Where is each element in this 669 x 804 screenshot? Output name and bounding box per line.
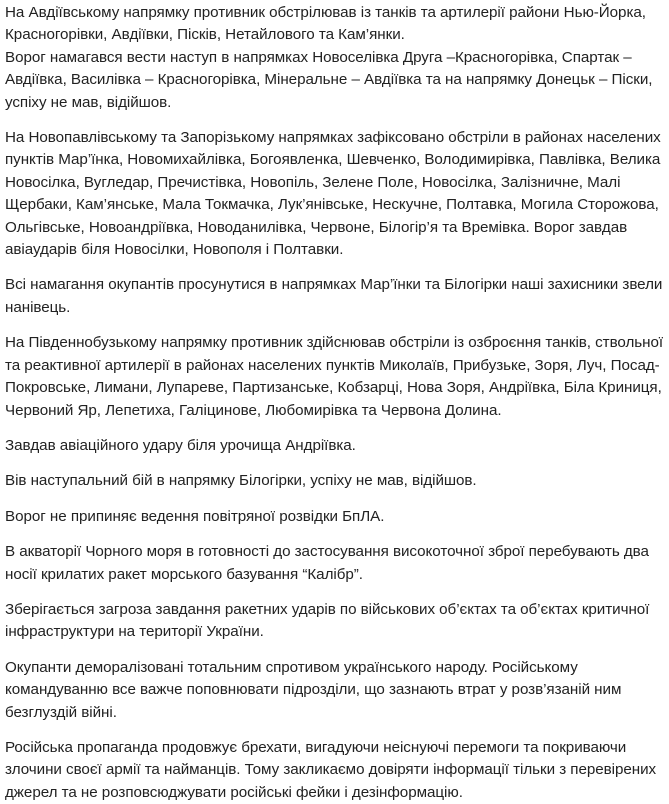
paragraph-occupiers-demoralized: Окупанти деморалізовані тотальним спротивом українського народу. Російському командуванню все важче поповнювати підрозділи, що зазнають втрат у розв’язаній ним безглуздій війні.: [5, 658, 626, 721]
paragraph-marinka-bilohirka-repelled: Всі намагання окупантів просунутися в напрямках Мар’їнки та Білогірки наші захисники звели нанівець.: [5, 276, 667, 316]
paragraph-black-sea-kalibr-carriers: В акваторії Чорного моря в готовності до застосування високоточної зброї перебувають два носії крилатих ракет морського базування “Калібр”.: [5, 543, 654, 583]
paragraph-avdiivka-direction: На Авдіївському напрямку противник обстрілював із танків та артилерії райони Нью-Йорка, Красногорівки, Авдіївки, Пісків, Нетайлового та Кам’янки.: [5, 4, 651, 44]
paragraph-enemy-offensive-attempts: Ворог намагався вести наступ в напрямках Новоселівка Друга –Красногорівка, Спартак – Авдіївка, Василівка – Красногорівка, Мінеральне – Авдіївка та на напрямку Донецьк – Піски, успіху не мав, відійшов.: [5, 48, 657, 111]
paragraph-airstrike-andriivka: Завдав авіаційного удару біля урочища Андріївка.: [5, 436, 356, 454]
paragraph-bilohirka-offensive-battle: Вів наступальний бій в напрямку Білогірки, успіху не мав, відійшов.: [5, 472, 477, 490]
paragraph-novopavlivka-zaporizhzhia-directions: На Новопавлівському та Запорізькому напрямках зафіксовано обстріли в районах населених пунктів Мар’їнка, Новомихайлівка, Богоявленка, Шевченко, Володимирівка, Павлівка, Велика Новосілка, Вугледар, Пречистівка, Новопіль, Зелене Поле, Новосілка, Залізничне, Малі Щербаки, Кам’янське, Мала Токмачка, Лук’янівське, Нескучне, Полтавка, Могила Сторожова, Ольгівське, Новоандріївка, Новоданилівка, Червоне, Білогір’я та Времівка. Ворог завдав авіаударів біля Новосілки, Новополя і Полтавки.: [5, 129, 665, 259]
paragraph-uav-reconnaissance: Ворог не припиняє ведення повітряної розвідки БпЛА.: [5, 507, 385, 525]
paragraph-missile-strike-threat: Зберігається загроза завдання ракетних ударів по військових об’єктах та об’єктах критичної інфраструктури на території України.: [5, 600, 654, 641]
paragraph-russian-propaganda-warning: Російська пропаганда продовжує брехати, вигадуючи неіснуючі перемоги та покриваючи злочини своєї армії та найманців. Тому закликаємо довіряти інформації тільки з перевірених джерел та не розповсюджувати російські фейки і дезінформацію.: [5, 738, 661, 801]
paragraph-pivdennobuzkyi-direction: На Південнобузькому напрямку противник здійснював обстріли із озброєння танків, ствольної та реактивної артилерії в районах населених пунктів Миколаїв, Прибузьке, Зоря, Луч, Посад-Покровське, Лимани, Лупареве, Партизанське, Кобзарці, Нова Зоря, Андріївка, Біла Криниця, Червоний Яр, Лепетиха, Галіцинове, Любомирівка та Червона Долина.: [5, 334, 668, 419]
